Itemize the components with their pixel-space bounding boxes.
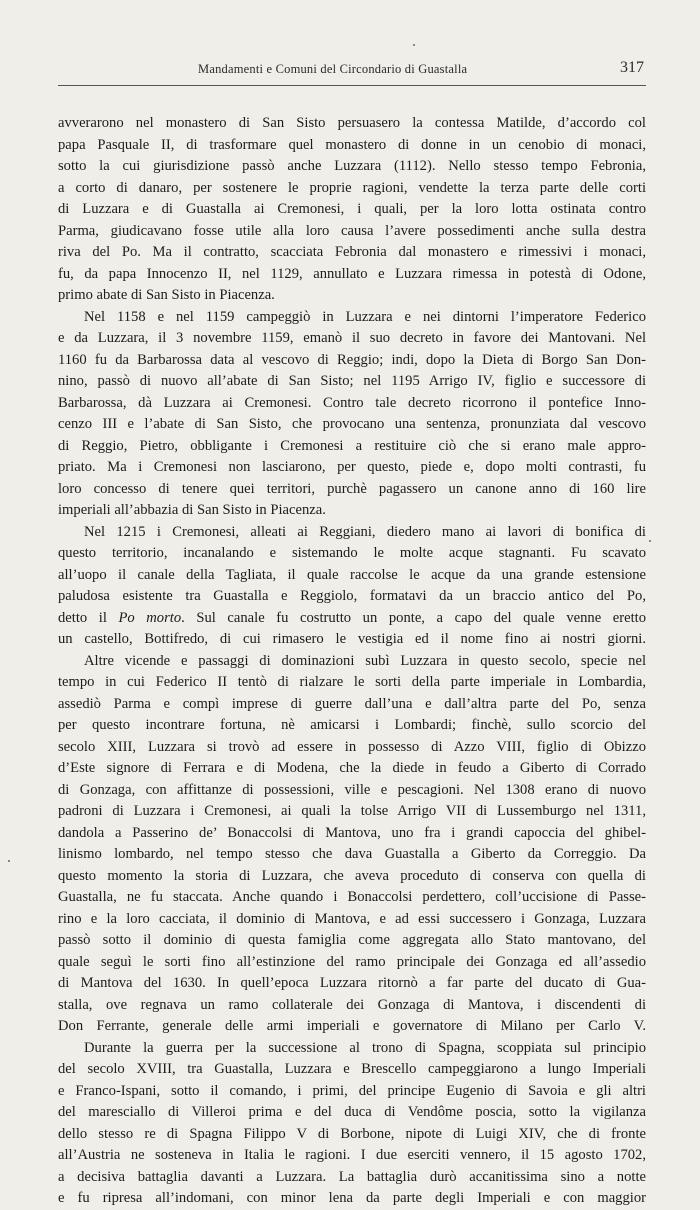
text-line: padroni di Luzzara i Cremonesi, ai quali la tolse Arrigo VII di Lussemburgo nel 1311, <box>58 803 646 819</box>
text-line: Nel 1215 i Cremonesi, alleati ai Reggiani, diedero mano ai lavori di bonifica di <box>84 523 646 540</box>
text-line: all’Austria ne sosteneva in Italia le ragioni. I due eserciti vennero, il 15 agosto 1702, <box>58 1147 646 1163</box>
text-line: loro concesso di tenere quei territori, purchè pagassero un canone anno di 160 lire <box>58 480 646 497</box>
text-line: 1160 fu da Barbarossa data al vescovo di Reggio; indi, dopo la Dieta di Borgo San Don- <box>58 351 646 368</box>
text-line: paludosa esistente tra Guastalla e Reggiolo, formatavi da un braccio antico del Po, <box>58 588 646 604</box>
text-line: papa Pasquale II, di trasformare quel monastero di donne in un cenobio di monaci, <box>58 136 646 153</box>
text-line: d’Este signore di Ferrara e di Modena, che la diede in feudo a Giberto di Corrado <box>58 760 646 776</box>
page-number: 317 <box>620 59 644 76</box>
speck-mark <box>649 540 651 542</box>
text-line: Parma, giudicavano fosse utile alla loro causa l’avere possedimenti anche sulla destra <box>58 222 646 239</box>
text-line: Don Ferrante, generale delle armi imperiali e governatore di Milano per Carlo V. <box>58 1018 646 1034</box>
text-line: avverarono nel monastero di San Sisto persuasero la contessa Matilde, d’accordo col <box>58 115 646 131</box>
text-line: e Franco-Ispani, sotto il comando, i primi, del principe Eugenio di Savoia e gli altri <box>58 1082 646 1099</box>
text-line: a corto di danaro, per sostenere le proprie ragioni, vendette la terza parte delle corti <box>58 179 646 196</box>
page-header <box>58 59 646 81</box>
text-line: all’uopo il canale della Tagliata, il quale raccolse le acque da una grande estensione <box>58 566 646 583</box>
text-line: stalla, ove regnava un ramo collaterale dei Gonzaga di Mantova, i discendenti di <box>58 996 646 1013</box>
text-line: cenzo III e l’abate di San Sisto, che provocano una sentenza, pronunziata dal vescovo <box>58 416 646 432</box>
text-line: Barbarossa, dà Luzzara ai Cremonesi. Contro tale decreto ricorrono il pontefice Inno- <box>58 394 646 411</box>
text-line: sotto la cui giurisdizione passò anche Luzzara (1112). Nello stesso tempo Febronia, <box>58 158 646 174</box>
text-line: di Reggio, Pietro, obbligante i Cremonesi a restituire ciò che si erano male appro- <box>58 437 646 454</box>
header-rule <box>58 85 646 86</box>
text-line: primo abate di San Sisto in Piacenza. <box>58 287 275 303</box>
text-line: priato. Ma i Cremonesi non lasciarono, per questo, piede e, dopo molti contrasti, fu <box>58 459 646 475</box>
text-line: dandola a Passerino de’ Bonaccolsi di Mantova, uno fra i grandi capoccia del ghibel- <box>58 824 646 841</box>
text-line: passò sotto il dominio di questa famiglia come aggregata allo Stato mantovano, del <box>58 932 646 948</box>
text-line: del maresciallo di Villeroi prima e del duca di Vendôme poscia, sotto la vigilanza <box>58 1104 646 1120</box>
text-line: riva del Po. Ma il contratto, scacciata Febronia dal monastero e rimessivi i monaci, <box>58 244 646 260</box>
text-line: quale seguì le sorti fino all’estinzione del ramo principale dei Gonzaga ed all’assedio <box>58 953 646 970</box>
body-text <box>58 113 646 1210</box>
text-line: secolo XIII, Luzzara si trovò ad essere in possesso di Azzo VIII, figlio di Obizzo <box>58 738 646 755</box>
text-line: Durante la guerra per la successione al trono di Spagna, scoppiata sul principio <box>84 1039 646 1056</box>
text-line: un castello, Bottifredo, di cui rimasero le vestigia ed il nome fino ai nostri giorni. <box>58 631 646 647</box>
text-line: di Mantova del 1630. In quell’epoca Luzzara ritornò a far parte del ducato di Gua- <box>58 975 646 991</box>
text-line: nino, passò di nuovo all’abate di San Sisto; nel 1195 Arrigo IV, figlio e successore di <box>58 373 646 389</box>
speck-mark <box>8 860 10 862</box>
text-line: rino e la loro cacciata, il dominio di Mantova, e ad essi successero i Gonzaga, Luzzara <box>58 910 646 927</box>
text-line: per questo incontrare fortuna, nè amicarsi i Lombardi; finchè, sullo scorcio del <box>58 717 646 733</box>
text-line: tempo in cui Federico II tentò di rialzare le sorti della parte imperiale in Lombardia, <box>58 674 646 690</box>
speck-mark <box>413 44 415 46</box>
running-title: Mandamenti e Comuni del Circondario di Guastalla <box>198 62 468 76</box>
text-line: Nel 1158 e nel 1159 campeggiò in Luzzara e nei dintorni l’imperatore Federico <box>84 308 646 325</box>
text-line: linismo lombardo, nel tempo stesso che dava Guastalla a Giberto da Correggio. Da <box>58 846 646 862</box>
text-line: fu, da papa Innocenzo II, nel 1129, annullato e Luzzara rimessa in potestà di Odone, <box>58 265 646 282</box>
text-line: a decisiva battaglia davanti a Luzzara. La battaglia durò accanitissima sino a notte <box>58 1168 646 1185</box>
italic-term: Po morto <box>118 609 182 626</box>
text-line: questo momento la storia di Luzzara, che aveva proceduto di conserva con quella di <box>58 867 646 884</box>
text-line: dello stesso re di Spagna Filippo V di Borbone, nipote di Luigi XIV, che di fronte <box>58 1125 646 1142</box>
text-line: Altre vicende e passaggi di dominazioni subì Luzzara in questo secolo, specie nel <box>84 652 646 669</box>
text-line: del secolo XVIII, tra Guastalla, Luzzara e Brescello campeggiarono a lungo Imperiali <box>58 1061 646 1077</box>
text-line: di Gonzaga, con affittanze di possessioni, ville e pescagioni. Nel 1308 erano di nuovo <box>58 781 646 798</box>
text-line: Guastalla, ne fu staccata. Anche quando i Bonaccolsi perdettero, coll’uccisione di Passe- <box>58 889 646 905</box>
text-line: detto il Po morto. Sul canale fu costrutto un ponte, a capo del quale venne eretto <box>58 609 646 626</box>
text-line: di Luzzara e di Guastalla ai Cremonesi, i quali, per la loro lotta ostinata contro <box>58 201 646 217</box>
text-line: e da Luzzara, il 3 novembre 1159, emanò il suo decreto in favore dei Mantovani. Nel <box>58 330 646 346</box>
text-line: questo territorio, incanalando e sistemando le molte acque stagnanti. Fu scavato <box>58 545 646 561</box>
text-line: imperiali all’abbazia di San Sisto in Piacenza. <box>58 502 326 518</box>
text-line: assediò Parma e compì imprese di guerre dall’una e dall’altra parte del Po, senza <box>58 695 646 712</box>
text-line: e fu ripresa all’indomani, con minor lena da parte degli Imperiali e con maggior <box>58 1190 646 1206</box>
